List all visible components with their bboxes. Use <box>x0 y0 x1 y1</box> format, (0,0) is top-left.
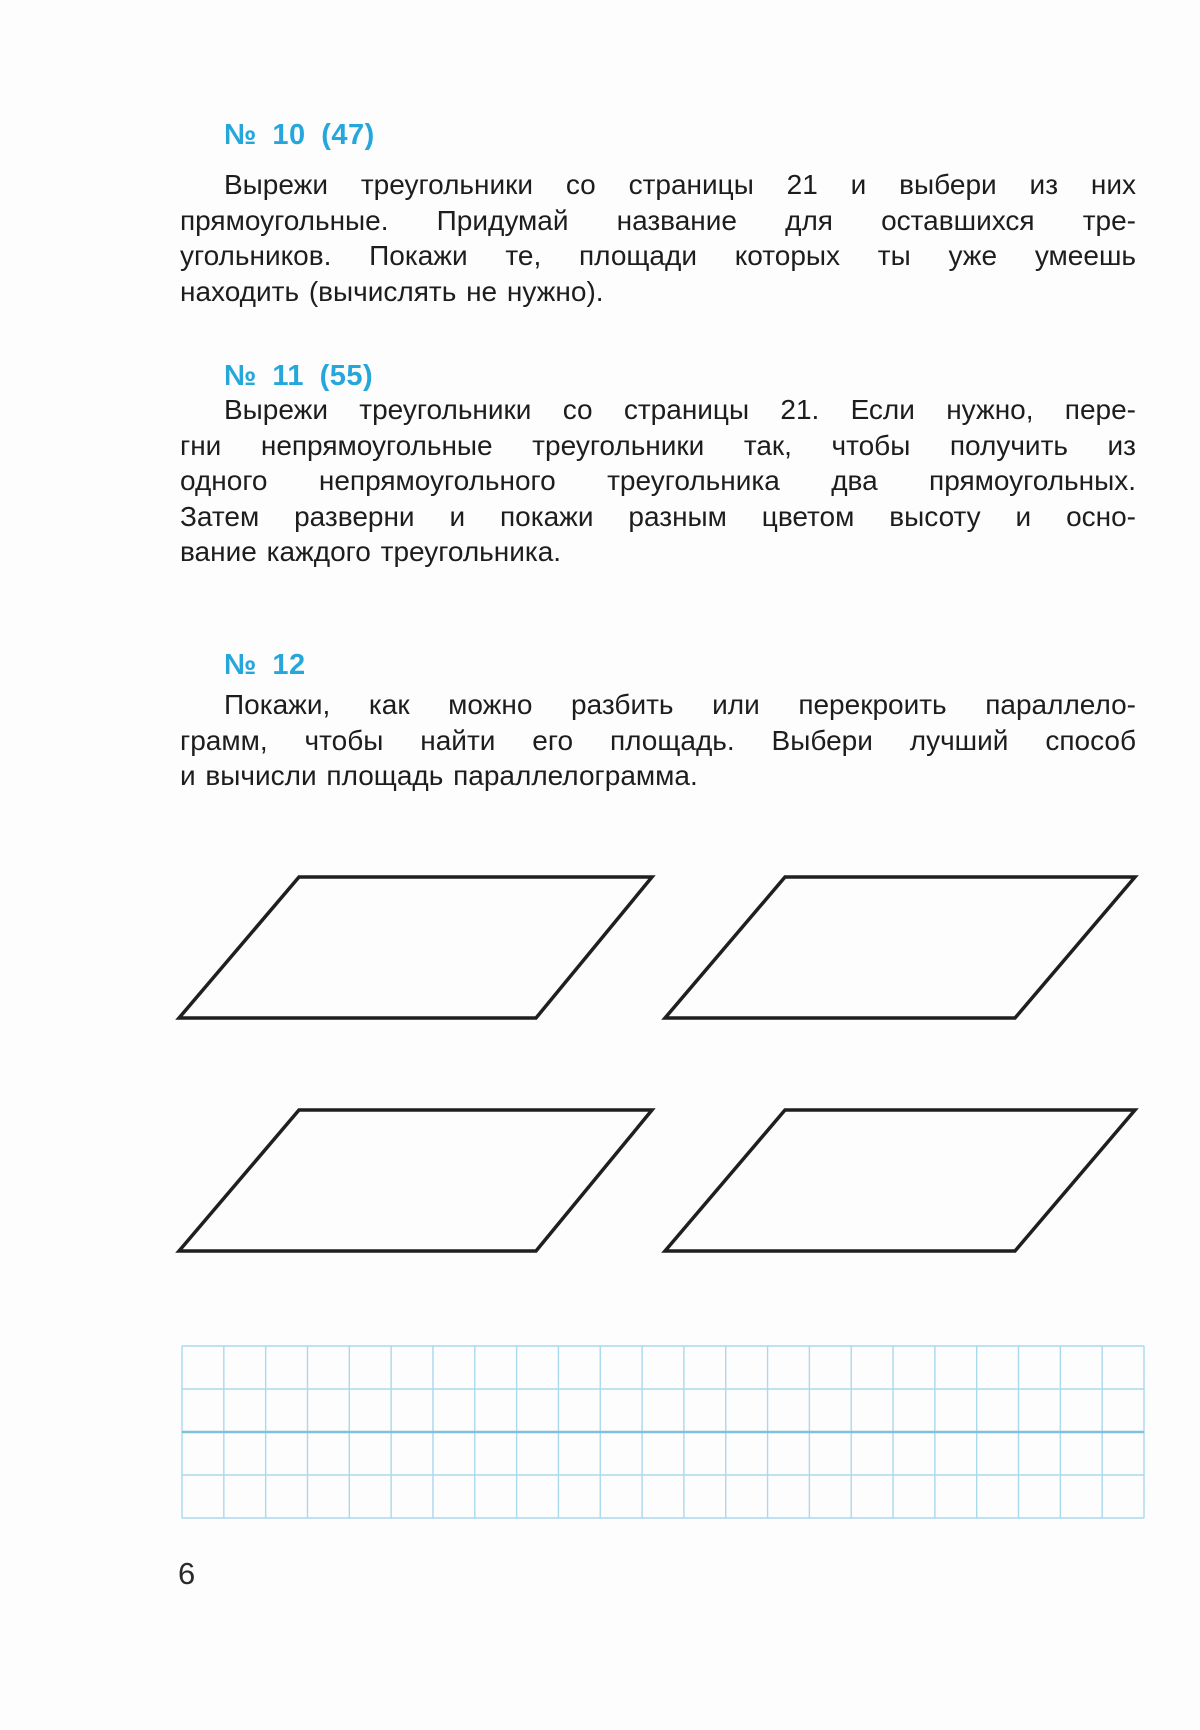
problem-12-line-3: и вычисли площадь параллелограмма. <box>180 760 698 791</box>
problem-11-heading: № 11 (55) <box>224 360 374 392</box>
problem-11-line-3: одного непрямоугольного треугольника два прямоугольных. <box>180 465 1136 496</box>
parallelogram-figure-2 <box>665 877 1135 1018</box>
problem-10-heading: № 10 (47) <box>224 119 375 151</box>
problem-12-heading: № 12 <box>224 649 306 681</box>
parallelogram-figure-1 <box>179 877 652 1018</box>
parallelogram-figure-3 <box>179 1110 652 1251</box>
problem-11-line-5: вание каждого треугольника. <box>180 536 562 567</box>
page-number: 6 <box>178 1556 196 1591</box>
problem-10-line-1: Вырежи треугольники со страницы 21 и выбери из них <box>224 169 1136 200</box>
parallelogram-figure-4 <box>665 1110 1135 1251</box>
problem-10-line-4: находить (вычислять не нужно). <box>180 275 604 307</box>
problem-12-line-2: грамм, чтобы найти его площадь. Выбери лучший способ <box>180 724 1136 756</box>
problem-10-line-3: угольников. Покажи те, площади которых ты уже умеешь <box>180 240 1136 271</box>
problem-11-line-4: Затем разверни и покажи разным цветом высоту и осно- <box>180 500 1136 532</box>
grid-paper <box>182 1346 1144 1518</box>
problem-11-line-1: Вырежи треугольники со страницы 21. Если нужно, пере- <box>224 394 1136 425</box>
problem-11-line-2: гни непрямоугольные треугольники так, чтобы получить из <box>180 429 1136 461</box>
problem-10-line-2: прямоугольные. Придумай название для оставшихся тре- <box>180 204 1136 236</box>
problem-12-line-1: Покажи, как можно разбить или перекроить параллело- <box>224 689 1136 720</box>
